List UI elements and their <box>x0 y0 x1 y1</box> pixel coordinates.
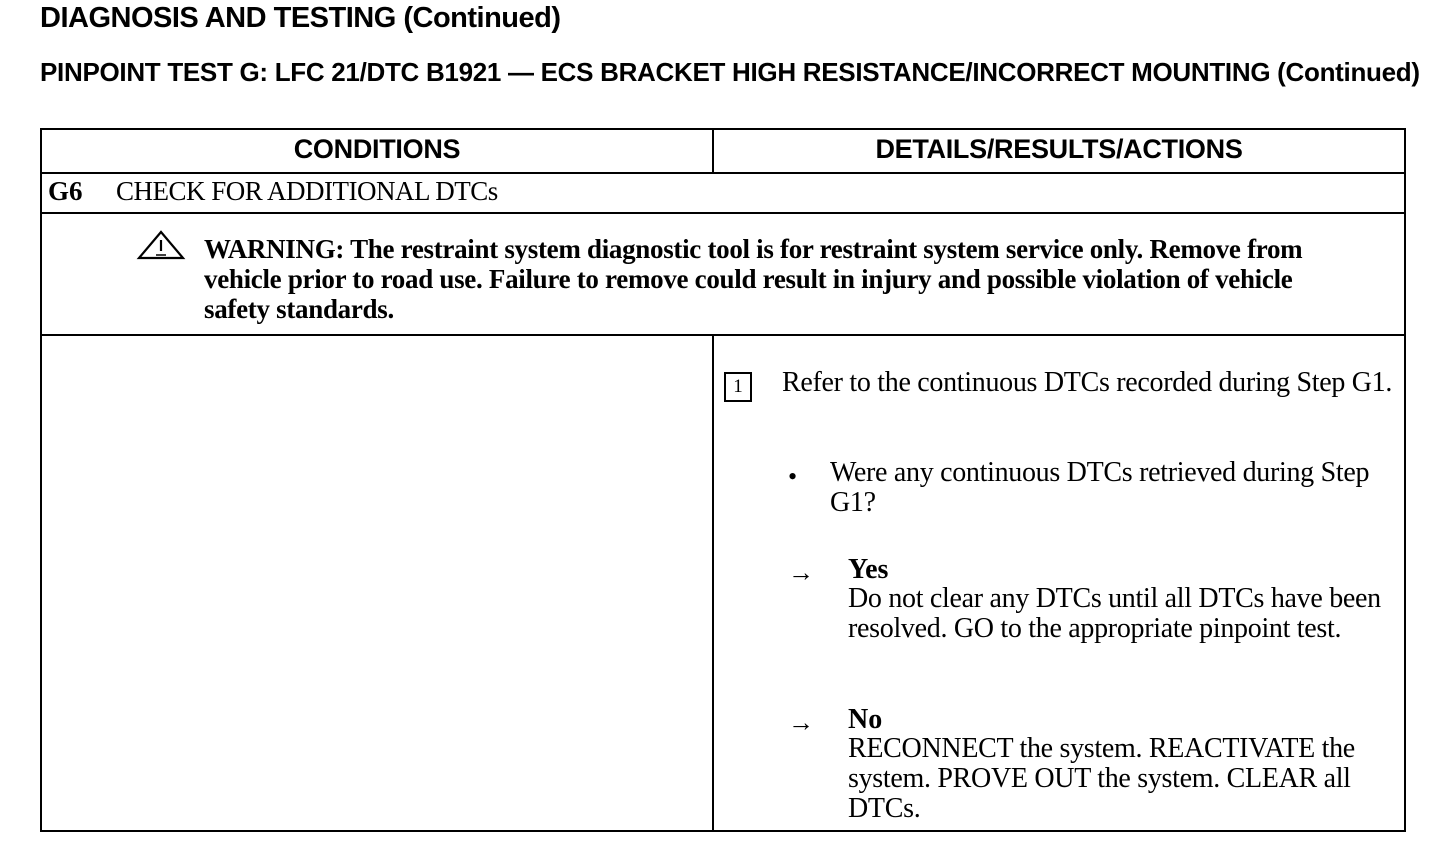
step-question: Were any continuous DTCs retrieved during Step G1? <box>830 457 1370 518</box>
step-id: G6 <box>48 176 83 206</box>
details-cell <box>714 334 1404 830</box>
details-column-header: DETAILS/RESULTS/ACTIONS <box>875 134 1243 164</box>
arrow-right-icon: → <box>788 558 814 587</box>
pinpoint-test-subtitle: PINPOINT TEST G: LFC 21/DTC B1921 — ECS BRACKET HIGH RESISTANCE/INCORRECT MOUNTING (Continued) <box>40 57 1420 87</box>
answer-no-label: No <box>848 704 883 735</box>
answer-no-action: RECONNECT the system. REACTIVATE the system. PROVE OUT the system. CLEAR all DTCs. <box>848 733 1355 824</box>
step-instruction: Refer to the continuous DTCs recorded during Step G1. <box>782 367 1393 398</box>
page-title: DIAGNOSIS AND TESTING (Continued) <box>40 2 561 34</box>
conditions-header-cell <box>42 130 714 172</box>
warning-message: WARNING: The restraint system diagnostic tool is for restraint system service only. Remove from vehicle prior to road use. Failure to remove could result in injury and possible violation of vehicle safety standards. <box>204 234 1303 324</box>
arrow-right-icon: → <box>788 708 814 737</box>
details-header-cell <box>714 130 1404 172</box>
step-title: CHECK FOR ADDITIONAL DTCs <box>116 176 498 206</box>
warning-text <box>122 234 1322 324</box>
step-number-box: 1 <box>724 372 752 402</box>
pinpoint-test-table <box>40 128 1406 832</box>
conditions-column-header: CONDITIONS <box>293 134 461 164</box>
bullet-icon: • <box>788 462 798 491</box>
conditions-cell <box>42 334 714 830</box>
table-header-row <box>42 130 1404 174</box>
step-content-row <box>42 334 1404 830</box>
answer-yes-action: Do not clear any DTCs until all DTCs have been resolved. GO to the appropriate pinpoint test. <box>848 583 1381 644</box>
step-title-row <box>42 172 1404 214</box>
warning-row <box>42 212 1404 336</box>
answer-yes-label: Yes <box>848 554 889 585</box>
